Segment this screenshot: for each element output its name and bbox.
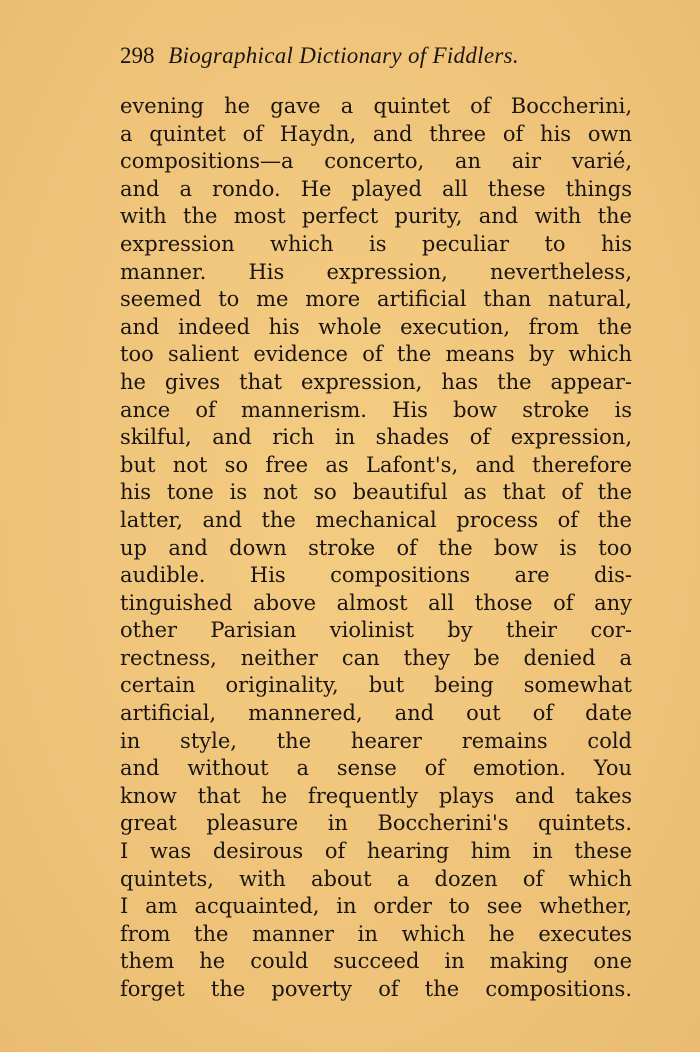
text-line: and indeed his whole execution, from the	[120, 314, 632, 339]
text-line: expression which is peculiar to his	[120, 231, 632, 256]
text-line: I am acquainted, in order to see whether,	[120, 894, 632, 919]
text-line: great pleasure in Boccherini's quintets.	[120, 811, 632, 836]
body-text	[120, 93, 632, 1004]
text-line: too salient evidence of the means by which	[120, 342, 632, 367]
text-line: but not so free as Lafont's, and therefore	[120, 452, 632, 477]
text-line: latter, and the mechanical process of the	[120, 507, 632, 532]
text-line: seemed to me more artificial than natural,	[120, 287, 632, 312]
text-line: audible. His compositions are dis-	[120, 563, 632, 588]
text-line: rectness, neither can they be denied a	[120, 645, 632, 670]
text-line: in style, the hearer remains cold	[120, 728, 632, 753]
text-line: evening he gave a quintet of Boccherini,	[120, 94, 632, 118]
text-line: certain originality, but being somewhat	[120, 673, 632, 698]
text-line: tinguished above almost all those of any	[120, 590, 632, 615]
text-line: I was desirous of hearing him in these	[120, 839, 632, 864]
page-number: 298	[120, 43, 155, 68]
text-line: know that he frequently plays and takes	[120, 783, 632, 808]
text-line: and without a sense of emotion. You	[120, 756, 632, 781]
text-line: them he could succeed in making one	[120, 949, 632, 974]
running-title: Biographical Dictionary of Fiddlers.	[168, 43, 519, 68]
text-line: skilful, and rich in shades of expression,	[120, 425, 632, 450]
page-header	[120, 40, 640, 72]
text-line: artificial, mannered, and out of date	[120, 701, 632, 726]
text-line: other Parisian violinist by their cor-	[120, 618, 632, 643]
text-line: he gives that expression, has the appear-	[120, 369, 632, 394]
text-line: quintets, with about a dozen of which	[120, 866, 632, 891]
text-line: up and down stroke of the bow is too	[120, 535, 632, 560]
text-line: compositions—a concerto, an air varié,	[120, 149, 632, 174]
text-line: his tone is not so beautiful as that of the	[120, 480, 632, 505]
text-line: and a rondo. He played all these things	[120, 176, 632, 201]
text-line: from the manner in which he executes	[120, 921, 632, 946]
text-line: a quintet of Haydn, and three of his own	[120, 121, 632, 146]
text-line: ance of mannerism. His bow stroke is	[120, 397, 632, 422]
text-line: manner. His expression, nevertheless,	[120, 259, 632, 284]
text-line: forget the poverty of the compositions.	[120, 977, 632, 1001]
text-line: with the most perfect purity, and with the	[120, 204, 632, 229]
